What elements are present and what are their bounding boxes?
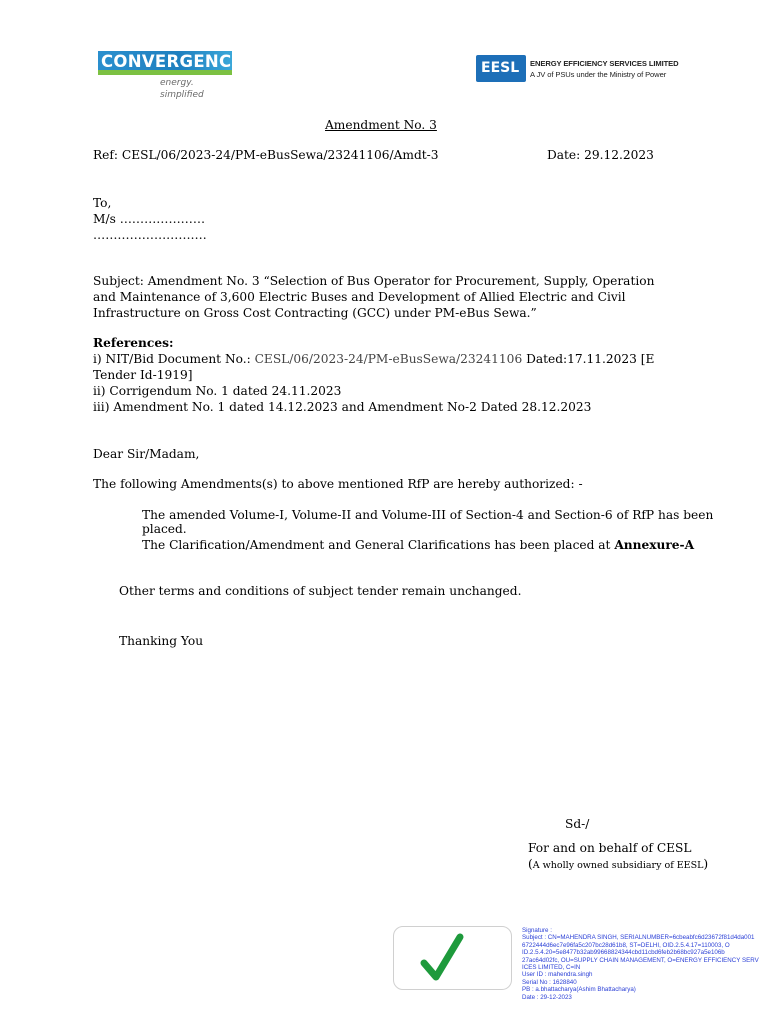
- amendment-point-1-line-2: placed.: [142, 522, 187, 536]
- signature-line: Serial No : 1628840: [522, 978, 577, 986]
- convergence-logo-word: CONVERGENCE: [101, 52, 243, 71]
- signature-line: ID.2.5.4.20=5e8477b32ab99668824344cbd11cbd6feb2b68bc927a5e106b: [522, 949, 725, 957]
- signature-line: 6722444d6ec7e96fa5c207bc28d61b8, ST=DELHI, OID.2.5.4.17=110003, O: [522, 941, 730, 949]
- addressee-line: ……………………….: [93, 228, 207, 242]
- convergence-logo: [98, 51, 243, 100]
- subject-line-2: and Maintenance of 3,600 Electric Buses and Development of Allied Electric and Civil: [93, 290, 626, 304]
- subsidiary-text: A wholly owned subsidiary of EESL: [532, 860, 704, 871]
- reference-item-3: iii) Amendment No. 1 dated 14.12.2023 and Amendment No-2 Dated 28.12.2023: [93, 400, 592, 414]
- subsidiary-line: [528, 856, 708, 874]
- reference-item-1-prefix: i) NIT/Bid Document No.:: [93, 352, 255, 366]
- signature-line: PB : a.bhattacharya(Ashim Bhattacharya): [522, 986, 636, 994]
- salutation: Dear Sir/Madam,: [93, 447, 200, 461]
- sd-mark: Sd-/: [565, 817, 590, 831]
- reference-item-1-suffix: Dated:17.11.2023 [E: [522, 352, 655, 366]
- subsidiary-open-paren: (: [528, 857, 533, 871]
- signature-line: 27ac64d02fc, OU=SUPPLY CHAIN MANAGEMENT, O=ENERGY EFFICIENCY SERV: [522, 956, 759, 964]
- eesl-logo-badge: [476, 55, 526, 82]
- signature-line: Signature :: [522, 927, 552, 934]
- thanking-line: Thanking You: [119, 634, 204, 648]
- reference-item-1: [93, 351, 654, 367]
- amendment-point-2: [142, 537, 694, 553]
- addressee-ms: M/s …………………: [93, 212, 206, 226]
- signature-line: ICES LIMITED, C=IN: [522, 964, 581, 972]
- intro-paragraph: The following Amendments(s) to above mentioned RfP are hereby authorized: -: [93, 477, 583, 491]
- reference-item-2: ii) Corrigendum No. 1 dated 24.11.2023: [93, 384, 342, 398]
- subject-line-1: Subject: Amendment No. 3 “Selection of Bus Operator for Procurement, Supply, Operation: [93, 274, 655, 288]
- digital-signature-details: [522, 927, 759, 1001]
- reference-item-1-continued: Tender Id-1919]: [93, 368, 193, 382]
- behalf-line: For and on behalf of CESL: [528, 841, 692, 855]
- reference-number: Ref: CESL/06/2023-24/PM-eBusSewa/23241106/Amdt-3: [93, 148, 439, 162]
- amendment-point-1-line-1: The amended Volume-I, Volume-II and Volume-III of Section-4 and Section-6 of RfP has been: [142, 508, 714, 522]
- subject-line-3: Infrastructure on Gross Cost Contracting (GCC) under PM-eBus Sewa.”: [93, 306, 537, 320]
- eesl-logo-subtitle: A JV of PSUs under the Ministry of Power: [530, 70, 667, 79]
- eesl-logo-name: ENERGY EFFICIENCY SERVICES LIMITED: [530, 59, 679, 68]
- annexure-reference: Annexure-A: [614, 538, 695, 552]
- addressee-to: To,: [93, 196, 112, 210]
- amendment-point-2-text: The Clarification/Amendment and General Clarifications has been placed at: [142, 538, 615, 552]
- signature-verified-box: [393, 926, 512, 990]
- references-heading: References:: [93, 336, 174, 350]
- document-date: Date: 29.12.2023: [547, 148, 654, 162]
- document-title: Amendment No. 3: [325, 118, 437, 132]
- signature-line: Subject : CN=MAHENDRA SINGH, SERIALNUMBER=6cbeabfc6d23672f81d4da001: [522, 934, 755, 942]
- subsidiary-close-paren: ): [703, 857, 709, 871]
- other-terms-paragraph: Other terms and conditions of subject tender remain unchanged.: [119, 584, 522, 598]
- signature-line: Date : 29-12-2023: [522, 993, 572, 1001]
- signature-line: User ID : mahendra.singh: [522, 971, 593, 979]
- eesl-logo-word: EESL: [481, 60, 520, 76]
- eesl-logo: [476, 55, 679, 85]
- convergence-logo-tagline: energy. simplified: [160, 78, 204, 100]
- check-icon: [394, 927, 511, 989]
- reference-item-1-number: CESL/06/2023-24/PM-eBusSewa/23241106: [254, 352, 523, 366]
